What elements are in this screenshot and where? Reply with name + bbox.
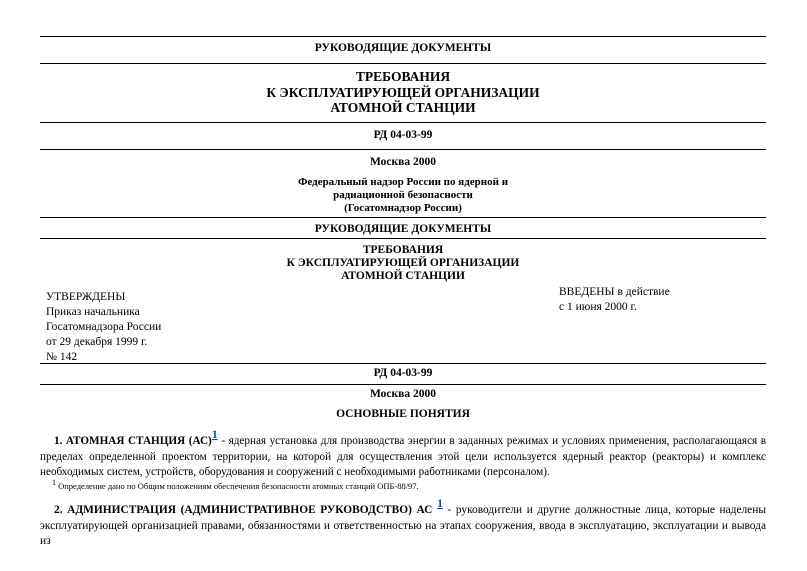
divider: [40, 384, 766, 385]
approval-block: УТВЕРЖДЕНЫ Приказ начальника Госатомнадзора России от 29 декабря 1999 г. № 142: [46, 291, 162, 363]
term-label: 1. АТОМНАЯ СТАНЦИЯ (АС): [54, 435, 212, 447]
definition-paragraph-1: [40, 427, 766, 481]
document-title: ТРЕБОВАНИЯ К ЭКСПЛУАТИРУЮЩЕЙ ОРГАНИЗАЦИИ АТОМНОЙ СТАНЦИИ: [266, 69, 540, 115]
effective-date-block: ВВЕДЕНЫ в действие с 1 июня 2000 г.: [559, 286, 670, 313]
divider: [40, 149, 766, 150]
divider: [40, 217, 766, 218]
section-header: РУКОВОДЯЩИЕ ДОКУМЕНТЫ: [314, 42, 492, 54]
publication-city-year: Москва 2000: [369, 388, 437, 400]
footnote-text: Определение дано по Общим положениям обеспечения безопасности атомных станций ОПБ-88/97.: [56, 480, 419, 491]
divider: [40, 363, 766, 364]
divider: [40, 36, 766, 37]
footnote: [52, 477, 752, 492]
publication-city-year: Москва 2000: [369, 156, 437, 168]
footnote-number: 1: [52, 478, 56, 487]
section-header: РУКОВОДЯЩИЕ ДОКУМЕНТЫ: [314, 223, 492, 235]
divider: [40, 122, 766, 123]
issuing-agency: Федеральный надзор России по ядерной и радиационной безопасности (Госатомнадзор России): [297, 176, 509, 214]
term-label: 2. АДМИНИСТРАЦИЯ (АДМИНИСТРАТИВНОЕ РУКОВОДСТВО) АС: [54, 504, 433, 516]
definition-paragraph-2: [40, 496, 766, 550]
document-title-secondary: ТРЕБОВАНИЯ К ЭКСПЛУАТИРУЮЩЕЙ ОРГАНИЗАЦИИ АТОМНОЙ СТАНЦИИ: [286, 244, 520, 282]
section-title: ОСНОВНЫЕ ПОНЯТИЯ: [336, 408, 470, 420]
divider: [40, 238, 766, 239]
divider: [40, 63, 766, 64]
footnote-link[interactable]: 1: [211, 427, 218, 441]
definition-text: - руководители и другие должностные лица, которые наделены эксплуатирующей организацией правами, обязанностями и ответственностью на этапах сооружения, ввода в эксплуатацию, эксплуатации и вывода из: [40, 504, 766, 547]
footnote-link[interactable]: 1: [436, 496, 443, 510]
document-code: РД 04-03-99: [373, 367, 433, 379]
document-code: РД 04-03-99: [373, 129, 433, 141]
definition-text: - ядерная установка для производства энергии в заданных режимах и условиях применения, располагающаяся в пределах определенной проектом территории, на которой для осуществления этой цели используется ядерный реактор (реакторы) и комплекс необходимых систем, устройств, оборудования и сооружений с необходимыми работниками (персоналом).: [40, 435, 766, 478]
